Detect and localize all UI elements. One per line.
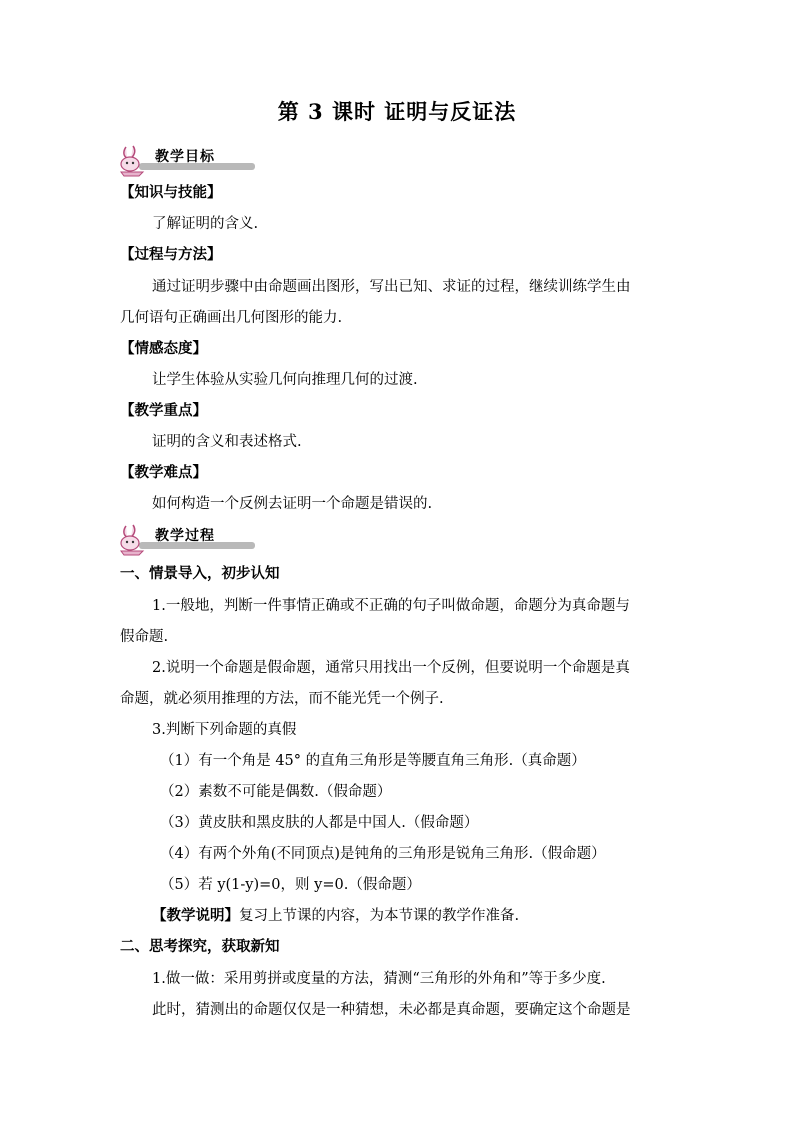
judgement-item: （4）有两个外角(不同顶点)是钝角的三角形是锐角三角形.（假命题） — [160, 846, 606, 862]
section-text-method-1: 通过证明步骤中由命题画出图形，写出已知、求证的过程，继续训练学生由 — [152, 279, 631, 295]
section-text-attitude: 让学生体验从实验几何向推理几何的过渡. — [152, 372, 418, 388]
section-head-attitude: 【情感态度】 — [120, 340, 207, 357]
part1-heading: 一、情景导入，初步认知 — [120, 565, 280, 582]
banner-label-process: 教学过程 — [155, 528, 215, 544]
section-head-focus: 【教学重点】 — [120, 402, 207, 419]
teaching-note — [152, 906, 519, 926]
section-head-difficulty: 【教学难点】 — [120, 464, 207, 481]
section-text-method-2: 几何语句正确画出几何图形的能力. — [120, 310, 343, 326]
rabbit-icon — [117, 145, 153, 177]
judgement-item: （5）若 y(1-y)=0，则 y=0.（假命题） — [160, 877, 421, 893]
teaching-note-head: 【教学说明】 — [152, 907, 239, 924]
section-head-knowledge: 【知识与技能】 — [120, 184, 222, 201]
page-title: 第 3 课时 证明与反证法 — [277, 99, 517, 124]
part1-p1-line1: 1.一般地，判断一件事情正确或不正确的句子叫做命题，命题分为真命题与 — [152, 598, 630, 614]
part2-heading: 二、思考探究，获取新知 — [120, 938, 280, 955]
section-head-method: 【过程与方法】 — [120, 246, 222, 263]
part1-p3: 3.判断下列命题的真假 — [152, 722, 297, 738]
section-banner-process — [117, 524, 257, 556]
section-text-knowledge: 了解证明的含义. — [152, 216, 259, 232]
judgement-item: （1）有一个角是 45° 的直角三角形是等腰直角三角形.（真命题） — [160, 753, 586, 769]
part1-p2-line1: 2.说明一个命题是假命题，通常只用找出一个反例，但要说明一个命题是真 — [152, 660, 630, 676]
teaching-note-text: 复习上节课的内容，为本节课的教学作准备. — [239, 908, 520, 924]
judgement-item: （3）黄皮肤和黑皮肤的人都是中国人.（假命题） — [160, 815, 479, 831]
part1-p1-line2: 假命题. — [120, 629, 169, 645]
part2-p2: 此时，猜测出的命题仅仅是一种猜想，未必都是真命题，要确定这个命题是 — [152, 1002, 631, 1018]
part1-p2-line2: 命题，就必须用推理的方法，而不能光凭一个例子. — [120, 691, 444, 707]
section-banner-goals — [117, 145, 257, 177]
rabbit-icon — [117, 524, 153, 556]
judgement-item: （2）素数不可能是偶数.（假命题） — [160, 784, 392, 800]
section-text-difficulty: 如何构造一个反例去证明一个命题是错误的. — [152, 496, 433, 512]
part2-p1: 1.做一做：采用剪拼或度量的方法，猜测“三角形的外角和”等于多少度. — [152, 971, 606, 987]
section-text-focus: 证明的含义和表述格式. — [152, 434, 302, 450]
banner-label-goals: 教学目标 — [155, 149, 215, 165]
